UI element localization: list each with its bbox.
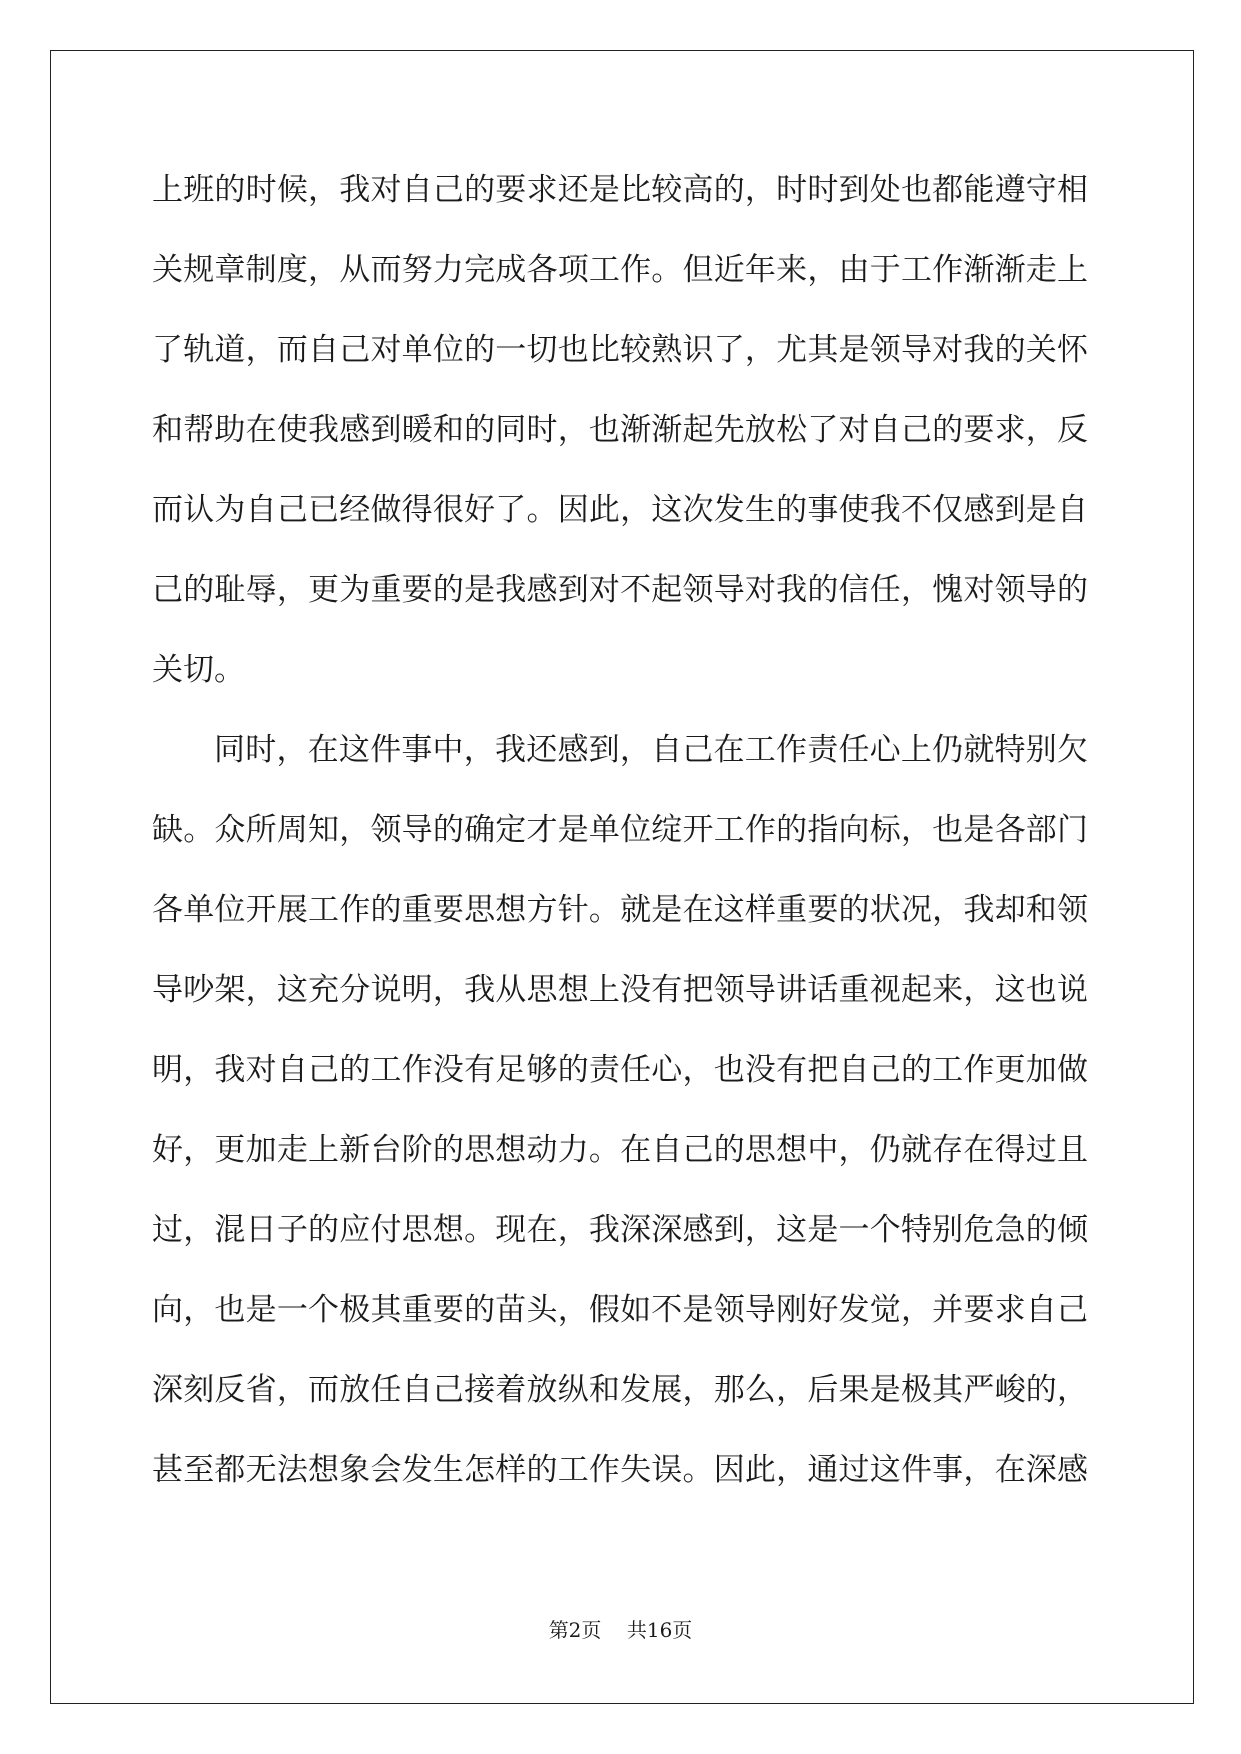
text-line: 明，我对自己的工作没有足够的责任心，也没有把自己的工作更加做 xyxy=(152,1052,1088,1088)
text-line: 和帮助在使我感到暖和的同时，也渐渐起先放松了对自己的要求，反 xyxy=(152,412,1088,448)
text-line: 深刻反省，而放任自己接着放纵和发展，那么，后果是极其严峻的， xyxy=(152,1372,1088,1408)
page-footer xyxy=(0,1615,1241,1645)
paragraph xyxy=(152,720,1088,1520)
text-line: 关切。 xyxy=(152,652,245,688)
text-line: 同时，在这件事中，我还感到，自己在工作责任心上仍就特别欠 xyxy=(214,732,1088,768)
text-line: 缺。众所周知，领导的确定才是单位绽开工作的指向标，也是各部门 xyxy=(152,812,1088,848)
text-line: 关规章制度，从而努力完成各项工作。但近年来，由于工作渐渐走上 xyxy=(152,252,1088,288)
text-line: 导吵架，这充分说明，我从思想上没有把领导讲话重视起来，这也说 xyxy=(152,972,1088,1008)
page-number: 第2页 xyxy=(548,1618,602,1642)
text-line: 己的耻辱，更为重要的是我感到对不起领导对我的信任，愧对领导的 xyxy=(152,572,1088,608)
text-line: 上班的时候，我对自己的要求还是比较高的，时时到处也都能遵守相 xyxy=(152,172,1088,208)
paragraph xyxy=(152,160,1088,720)
text-line: 了轨道，而自己对单位的一切也比较熟识了，尤其是领导对我的关怀 xyxy=(152,332,1088,368)
document-body xyxy=(152,160,1088,1520)
text-line: 甚至都无法想象会发生怎样的工作失误。因此，通过这件事，在深感 xyxy=(152,1452,1088,1488)
text-line: 向，也是一个极其重要的苗头，假如不是领导刚好发觉，并要求自己 xyxy=(152,1292,1088,1328)
total-pages: 共16页 xyxy=(626,1618,693,1642)
text-line: 各单位开展工作的重要思想方针。就是在这样重要的状况，我却和领 xyxy=(152,892,1088,928)
text-line: 而认为自己已经做得很好了。因此，这次发生的事使我不仅感到是自 xyxy=(152,492,1088,528)
text-line: 好，更加走上新台阶的思想动力。在自己的思想中，仍就存在得过且 xyxy=(152,1132,1088,1168)
text-line: 过，混日子的应付思想。现在，我深深感到，这是一个特别危急的倾 xyxy=(152,1212,1088,1248)
